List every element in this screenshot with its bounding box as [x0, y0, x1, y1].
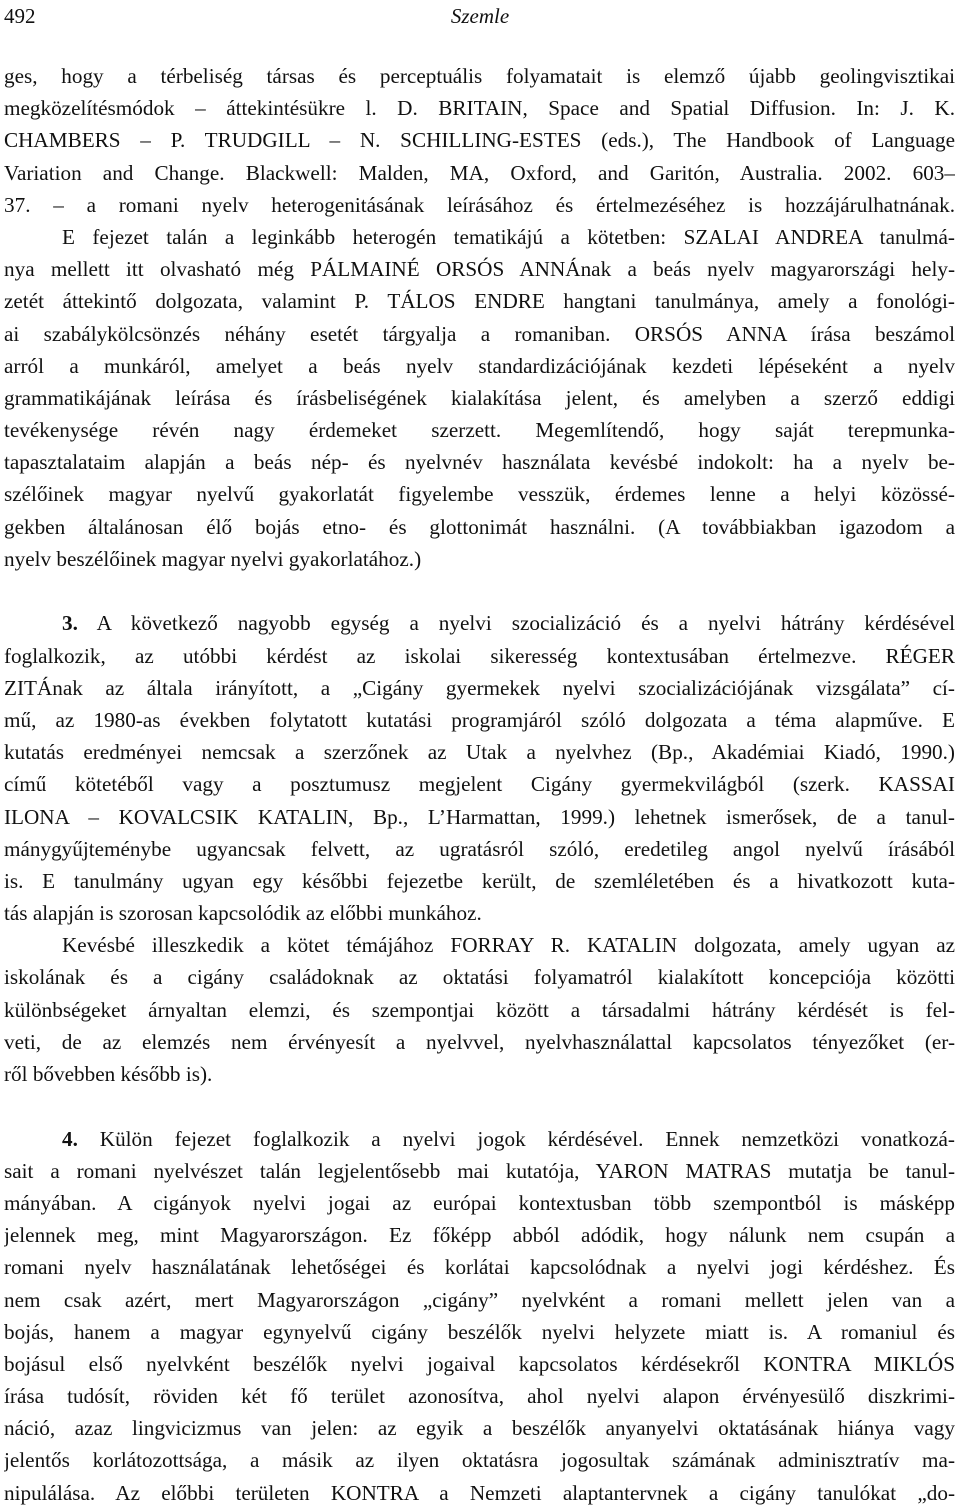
- paragraph-gap: [4, 1090, 955, 1122]
- text-line: megközelítésmódok – áttekintésükre l. D. BRITAIN, Space and Spatial Diffusion. In: J. K.: [4, 96, 955, 121]
- text-line: gekben általánosan élő bojás etno- és glottonimát használni. (A továbbiakban igazodom a: [4, 514, 955, 539]
- text-line: sait a romani nyelvészet talán legjelentősebb mai kutatója, YARON MATRAS mutatja be tanul-: [4, 1158, 955, 1183]
- text-line: szélőinek magyar nyelvű gyakorlatát figyelembe vesszük, érdemes lenne a helyi közössé-: [4, 482, 955, 507]
- text-line: 37. – a romani nyelv heterogenitásának leírásához és értelmezéséhez is hozzájárulhatnának.: [4, 192, 955, 217]
- paragraph-gap: [4, 575, 955, 607]
- text-line: nem csak azért, mert Magyarországon „cigány” nyelvként a romani mellett jelen van a: [4, 1287, 955, 1312]
- text-line: tás alapján is szorosan kapcsolódik az előbbi munkához.: [4, 901, 482, 926]
- text-line: E fejezet talán a leginkább heterogén tematikájú a kötetben: SZALAI ANDREA tanulmá-: [62, 224, 955, 249]
- text-line: bojásul első nyelvként beszélők nyelvi jogaival kapcsolatos kérdésekről KONTRA MIKLÓS: [4, 1351, 955, 1376]
- text-line: című kötetéből vagy a posztumusz megjelent Cigány gyermekvilágból (szerk. KASSAI: [4, 772, 955, 797]
- text-line: zetét áttekintő dolgozata, valamint P. TÁLOS ENDRE hangtani tanulmánya, amely a fonológi-: [4, 289, 955, 314]
- text-line: ai szabálykölcsönzés néhány esetét tárgyalja a romaniban. ORSÓS ANNA írása beszámol: [4, 321, 955, 346]
- section-number: 4.: [62, 1126, 78, 1151]
- section-number: 3.: [62, 611, 78, 636]
- text-line: iskolának és a cigány családoknak az oktatási folyamatról kialakított koncepciója közötti: [4, 965, 955, 990]
- text-line: Variation and Change. Blackwell: Malden, MA, Oxford, and Garitón, Australia. 2002. 603–: [4, 160, 955, 185]
- text-line: CHAMBERS – P. TRUDGILL – N. SCHILLING-ESTES (eds.), The Handbook of Language: [4, 128, 955, 153]
- text-line: Kevésbé illeszkedik a kötet témájához FORRAY R. KATALIN dolgozata, amely ugyan az: [62, 933, 955, 958]
- body-text: [4, 60, 955, 1509]
- text-line: is. E tanulmány ugyan egy későbbi fejezetbe került, de szemléletében és a hivatkozott kuta-: [4, 868, 955, 893]
- text-line: kutatás eredményei nemcsak a szerzőnek az Utak a nyelvhez (Bp., Akadémiai Kiadó, 1990.): [4, 740, 955, 765]
- text-line: foglalkozik, az utóbbi kérdést az iskolai sikeresség kontextusában értelmezve. RÉGER: [4, 643, 955, 668]
- text-line: grammatikájának leírása és írásbeliségének kialakítása jelent, és amelyben a szerző eddigi: [4, 385, 955, 410]
- text-line: veti, de az elemzés nem érvényesít a nyelvvel, nyelvhasználattal kapcsolatos tényezőket (er-: [4, 1029, 955, 1054]
- text-line: náció, azaz lingvicizmus van jelen: az egyik a beszélők anyanyelvi oktatásának hiánya vagy: [4, 1416, 955, 1441]
- text-line: tapasztalataim alapján a beás nép- és nyelvnév használata kevésbé indokolt: ha a nyelv be-: [4, 450, 955, 475]
- text-line: ILONA – KOVALCSIK KATALIN, Bp., L’Harmattan, 1999.) lehetnek ismerősek, de a tanul-: [4, 804, 955, 829]
- text-line: írása tudósít, röviden két fő terület azonosítva, ahol nyelvi alapon érvényesülő diszkrimi-: [4, 1384, 955, 1409]
- page-number: 492: [4, 4, 36, 28]
- text-line: nya mellett itt olvasható még PÁLMAINÉ ORSÓS ANNÁnak a beás nyelv magyarországi hely-: [4, 257, 955, 282]
- text-line: bojás, hanem a magyar egynyelvű cigány beszélők nyelvi helyzete miatt is. A romaniul és: [4, 1319, 955, 1344]
- text-line: mánygyűjteménybe ugyancsak felvett, az ugratásról szóló, eredetileg angol nyelvű írásából: [4, 836, 955, 861]
- text-line: jelentős korlátozottsága, a másik az ilyen oktatásra jogosultak számának adminisztratív ma-: [4, 1448, 955, 1473]
- text-line: mányában. A cigányok nyelvi jogai az európai kontextusban több szempontból is másképp: [4, 1190, 955, 1215]
- text-line: arról a munkáról, amelyet a beás nyelv standardizációjának kezdeti lépéseként a nyelv: [4, 353, 955, 378]
- text-line: nipulálása. Az előbbi területen KONTRA a Nemzeti alaptantervnek a cigány tanulókat „do-: [4, 1480, 955, 1505]
- section-4-start-line: 4. Külön fejezet foglalkozik a nyelvi jogok kérdésével. Ennek nemzetközi vonatkozá-: [62, 1126, 955, 1151]
- text-line: ges, hogy a térbeliség társas és perceptuális folyamatait is elemző újabb geolingvisztikai: [4, 64, 955, 88]
- text-line: nyelv beszélőinek magyar nyelvi gyakorlatához.): [4, 546, 422, 571]
- text-line: ZITÁnak az általa irányított, a „Cigány gyermekek nyelvi szocializációjának vizsgálata” cí-: [4, 675, 955, 700]
- text-line: jelennek meg, mint Magyarországon. Ez főképp abból adódik, hogy nálunk nem csupán a: [4, 1223, 955, 1248]
- text-line: romani nyelv használatának lehetőségei és korlátai kapcsolódnak a nyelvi jogi kérdéshez. És: [4, 1255, 955, 1280]
- text-line: különbségeket árnyaltan elemzi, és szempontjai között a társadalmi hátrány kérdését is fel-: [4, 997, 955, 1022]
- running-title: Szemle: [450, 4, 510, 28]
- text-line: ről bővebben később is).: [4, 1062, 213, 1087]
- section-3-start-line: 3. A következő nagyobb egység a nyelvi szocializáció és a nyelvi hátrány kérdésével: [62, 611, 955, 636]
- text-line: tevékenysége révén nagy érdemeket szerzett. Megemlítendő, hogy saját terepmunka-: [4, 418, 955, 443]
- page-header: [0, 2, 960, 34]
- text-line: mű, az 1980-as években folytatott kutatási programjáról szóló dolgozata a téma alapműve. E: [4, 707, 955, 732]
